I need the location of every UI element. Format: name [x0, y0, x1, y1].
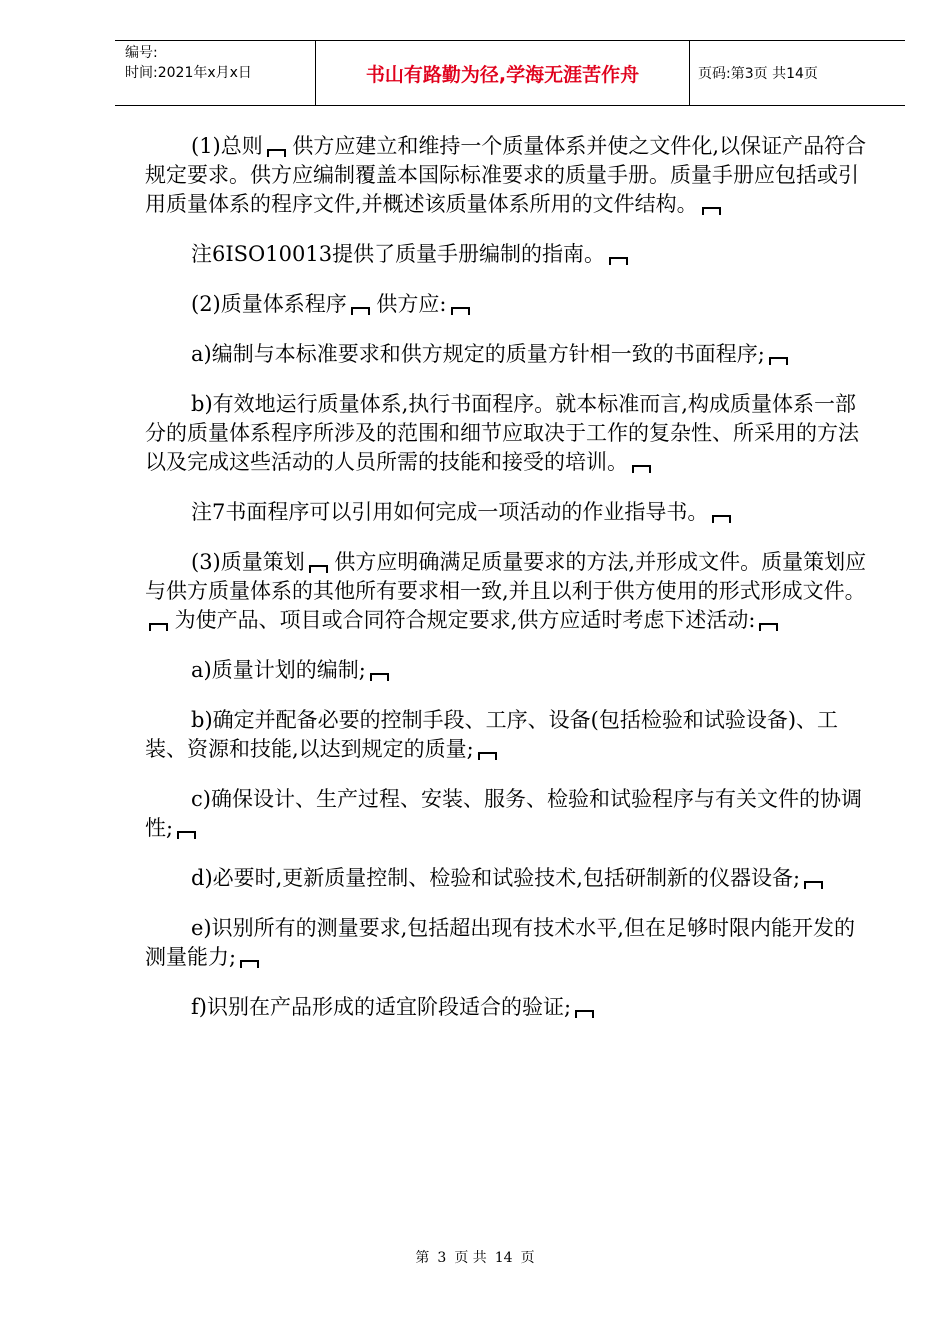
footer-page-number: 3 [437, 1250, 447, 1266]
paragraph-item-3c: c)确保设计、生产过程、安装、服务、检验和试验程序与有关文件的协调性; [145, 787, 862, 840]
paragraph-mark-icon [609, 257, 628, 265]
paragraph-mark-icon [702, 207, 721, 215]
paragraph-item-3e: e)识别所有的测量要求,包括超出现有技术水平,但在足够时限内能开发的测量能力; [145, 916, 855, 969]
paragraph-mark-icon [451, 307, 470, 315]
paragraph-mark-icon [351, 307, 370, 315]
paragraph-note-7: 注7书面程序可以引用如何完成一项活动的作业指导书。 [145, 498, 867, 527]
paragraph-item-3b: b)确定并配备必要的控制手段、工序、设备(包括检验和试验设备)、工装、资源和技能,以达到规定的质量; [145, 708, 839, 761]
page-header [115, 40, 905, 106]
paragraph-mark-icon [769, 357, 788, 365]
paragraph-mark-icon [759, 623, 778, 631]
paragraph-mark-icon [240, 960, 259, 968]
paragraph-mark-icon [309, 565, 328, 573]
paragraph-item-2a: a)编制与本标准要求和供方规定的质量方针相一致的书面程序; [145, 340, 867, 369]
paragraph-quality-planning: (3)质量策划 供方应明确满足质量要求的方法,并形成文件。质量策划应与供方质量体系的其他所有要求相一致,并且以利于供方使用的形式形成文件。 为使产品、项目或合同符合规定要求,供方应适时考虑下述活动: [145, 550, 867, 632]
document-time-label: 时间:2021年x月x日 [125, 65, 252, 81]
paragraph-mark-icon [632, 465, 651, 473]
paragraph-mark-icon [575, 1010, 594, 1018]
header-meta [115, 41, 316, 105]
header-motto: 书山有路勤为径,学海无涯苦作舟 [316, 41, 690, 105]
paragraph-item-3d: d)必要时,更新质量控制、检验和试验技术,包括研制新的仪器设备; [145, 864, 867, 893]
paragraph-mark-icon [177, 831, 196, 839]
page-footer [0, 1247, 950, 1267]
paragraph-mark-icon [267, 149, 286, 157]
footer-suffix: 页 [520, 1250, 535, 1266]
document-body [145, 132, 867, 1043]
footer-prefix: 第 [415, 1250, 430, 1266]
paragraph-mark-icon [149, 623, 168, 631]
paragraph-mark-icon [478, 752, 497, 760]
document-number-label: 编号: [125, 45, 158, 61]
paragraph-mark-icon [712, 515, 731, 523]
header-page-info: 页码:第3页 共14页 [698, 66, 818, 82]
paragraph-item-2b: b)有效地运行质量体系,执行书面程序。就本标准而言,构成质量体系一部分的质量体系程序所涉及的范围和细节应取决于工作的复杂性、所采用的方法以及完成这些活动的人员所需的技能和接受的培训。 [145, 392, 859, 474]
paragraph-general: (1)总则 供方应建立和维持一个质量体系并使之文件化,以保证产品符合规定要求。供方应编制覆盖本国际标准要求的质量手册。质量手册应包括或引用质量体系的程序文件,并概述该质量体系所用的文件结构。 [145, 134, 867, 216]
paragraph-note-6: 注6ISO10013提供了质量手册编制的指南。 [145, 240, 867, 269]
paragraph-quality-system-procedures: (2)质量体系程序 供方应: [145, 290, 867, 319]
paragraph-mark-icon [804, 881, 823, 889]
paragraph-mark-icon [370, 673, 389, 681]
paragraph-item-3f: f)识别在产品形成的适宜阶段适合的验证; [145, 993, 867, 1022]
paragraph-item-3a: a)质量计划的编制; [145, 656, 867, 685]
footer-total-pages: 14 [494, 1250, 513, 1266]
footer-middle: 页 共 [454, 1250, 487, 1266]
